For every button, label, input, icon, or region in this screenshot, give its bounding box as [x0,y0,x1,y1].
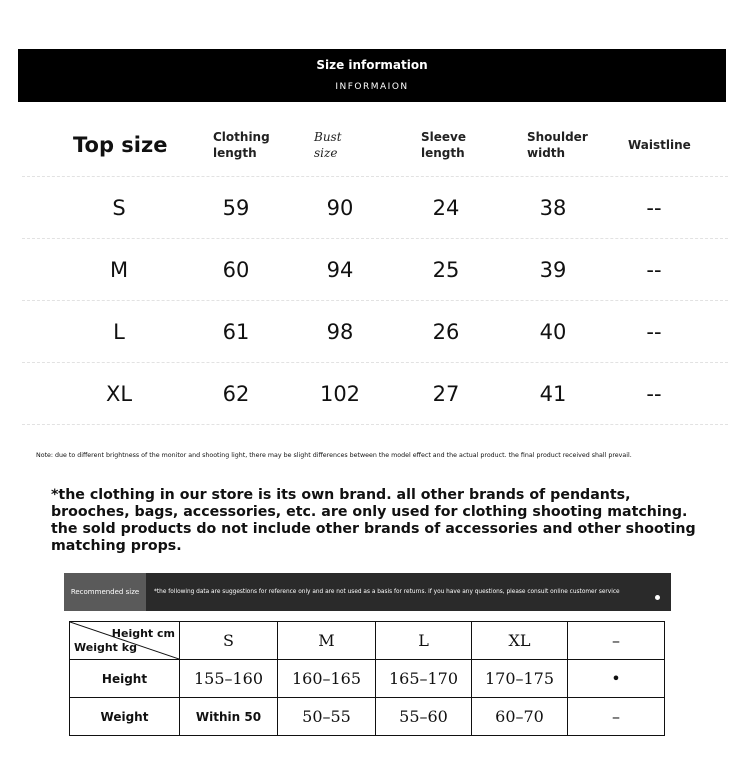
rec-header-row [70,622,665,660]
size-row-m [22,238,728,300]
size-table-header [22,114,728,176]
size-label: XL [105,381,133,406]
top-size-title: Top size [73,133,168,157]
weight-value: Within 50 [180,698,278,736]
rec-height-row [70,660,665,698]
height-cm-label: Height cm [111,627,175,640]
bust-value: 98 [326,319,354,344]
banner-title: Size information [316,58,428,72]
col-bust-size: Bust size [314,130,342,160]
brand-disclaimer: *the clothing in our store is its own brand. all other brands of pendants, brooches, bags, accessories, etc. are only used for clothing shooting matching. the sold products do not include other brands of accessories and other shooting matching props. [51,487,696,554]
bust-value: 90 [326,195,354,220]
height-value: • [568,660,665,698]
bust-value: 102 [319,381,361,406]
col-sleeve-length: Sleeve length [421,130,466,160]
size-label: S [112,195,126,220]
banner-subtitle: INFORMAION [335,82,409,92]
shoulder-width-value: 40 [539,319,567,344]
corner-cell [70,622,180,660]
clothing-length-value: 59 [222,195,250,220]
height-value: 170–175 [472,660,568,698]
rec-col-m: M [278,622,376,660]
weight-value: – [568,698,665,736]
shoulder-width-value: 41 [539,381,567,406]
size-row-xl [22,362,728,425]
weight-value: 55–60 [376,698,472,736]
weight-kg-label: Weight kg [74,641,137,654]
rec-col-xl: XL [472,622,568,660]
sleeve-length-value: 26 [432,319,460,344]
clothing-length-value: 60 [222,257,250,282]
size-label: M [109,257,129,282]
sleeve-length-value: 27 [432,381,460,406]
rec-col-extra: – [568,622,665,660]
rec-col-s: S [180,622,278,660]
waistline-value: -- [646,195,662,220]
bust-value: 94 [326,257,354,282]
height-value: 165–170 [376,660,472,698]
size-row-l [22,300,728,362]
col-waistline: Waistline [628,138,691,152]
size-label: L [113,319,125,344]
waistline-value: -- [646,319,662,344]
bullet-dot-icon [655,595,660,600]
col-clothing-length: Clothing length [213,130,270,160]
size-row-s [22,176,728,238]
waistline-value: -- [646,257,662,282]
clothing-length-value: 61 [222,319,250,344]
sleeve-length-value: 25 [432,257,460,282]
rec-weight-row [70,698,665,736]
height-row-label: Height [70,660,180,698]
recommended-size-table [69,621,665,736]
recommended-size-bar [64,573,671,611]
col-shoulder-width: Shoulder width [527,130,588,160]
rec-col-l: L [376,622,472,660]
shoulder-width-value: 39 [539,257,567,282]
clothing-length-value: 62 [222,381,250,406]
weight-value: 60–70 [472,698,568,736]
top-size-table [22,114,728,425]
monitor-brightness-note: Note: due to different brightness of the monitor and shooting light, there may be slight differences between the model effect and the actual product. the final product received shall prevail. [36,452,632,459]
weight-row-label: Weight [70,698,180,736]
recommended-size-tag: Recommended size [64,573,146,611]
recommendation-message: *the following data are suggestions for reference only and are not used as a basis for returns. if you have any questions, please consult online customer service [154,589,620,595]
waistline-value: -- [646,381,662,406]
weight-value: 50–55 [278,698,376,736]
shoulder-width-value: 38 [539,195,567,220]
sleeve-length-value: 24 [432,195,460,220]
size-information-banner [18,49,726,102]
height-value: 160–165 [278,660,376,698]
height-value: 155–160 [180,660,278,698]
